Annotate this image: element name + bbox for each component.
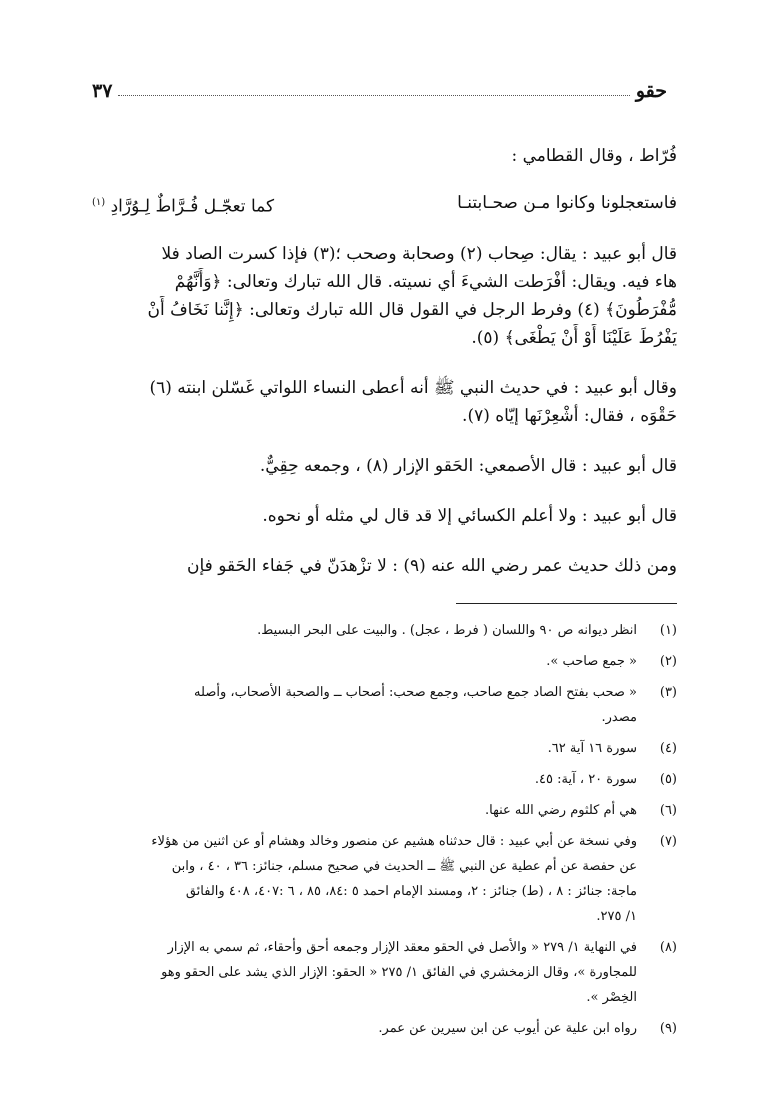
footnote-number: (١): [659, 623, 677, 638]
footnote-3: [92, 680, 677, 730]
paragraph-line: ومن ذلك حديث عمر رضي الله عنه (٩) : لا تزْهدَنّ في جَفاء الحَقو فإن: [187, 556, 677, 576]
paragraph-line: قال أبو عبيد : ولا أعلم الكسائي إلا قد قال لي مثله أو نحوه.: [262, 506, 677, 526]
paragraph-5: [92, 552, 677, 580]
footnote-text: عن حفصة عن أم عطية عن النبي ﷺ ــ الحديث في صحيح مسلم، جنائز: ٣٦ ، ٤٠ ، وابن: [171, 859, 637, 874]
footnote-text: الخِصْر ».: [586, 990, 637, 1005]
paragraph-1: [92, 240, 677, 352]
paragraph-line: حَقْوَه ، فقال: أشْعِرْنَها إيّاه (٧).: [462, 406, 677, 426]
footnote-text: « صحب بفتح الصاد جمع صاحب، وجمع صحب: أصحاب ــ والصحبة الأصحاب، وأصله: [194, 685, 637, 700]
running-title: حقو: [635, 80, 667, 102]
footnote-2: [92, 649, 677, 674]
paragraph-line: مُّفْرَطُونَ﴾ (٤) وفرط الرجل في القول قال الله تبارك وتعالى: ﴿إِنَّنا نَخَافُ أَنْ: [147, 300, 677, 320]
footnote-text: انظر ديوانه ص ٩٠ واللسان ( فرط ، عجل) . والبيت على البحر البسيط.: [257, 623, 637, 638]
header-rule: [118, 95, 629, 96]
footnote-text: « جمع صاحب ».: [546, 654, 637, 669]
footnote-number: (٦): [659, 803, 677, 818]
footnote-number: (٩): [659, 1021, 677, 1036]
paragraph-line: وقال أبو عبيد : في حديث النبي ﷺ أنه أعطى النساء اللواتي غَسّلن ابنته (٦): [149, 378, 677, 398]
verse-first-hemistich: فاستعجلونا وكانوا مـن صحـابتنـا: [457, 193, 677, 213]
footnote-text: سورة ٢٠ ، آية: ٤٥.: [534, 772, 637, 787]
footnote-text: هي أم كلثوم رضي الله عنها.: [485, 803, 637, 818]
footnote-number: (٤): [659, 741, 677, 756]
footnote-number: (٨): [659, 940, 677, 955]
intro-line: فُرّاط ، وقال القطامي :: [511, 146, 677, 166]
verse-second-hemistich: كما تعجّـل فُـرَّاطٌ لِـوُرَّادِ $^{(١)}$: [92, 196, 275, 217]
paragraph-4: [92, 502, 677, 530]
paragraph-line: قال أبو عبيد : قال الأصمعي: الحَقو الإزار (٨) ، وجمعه حِقِيٌّ.: [259, 456, 677, 476]
poem-verse: [92, 188, 677, 218]
footnote-number: (٢): [659, 654, 677, 669]
footnote-6: [92, 798, 677, 823]
main-text: [92, 132, 677, 580]
footnote-text: مصدر.: [601, 710, 637, 725]
paragraph-line: هاء فيه. ويقال: أفْرَطت الشيءَ أي نسيته. قال الله تبارك وتعالى: ﴿وَأَنَّهُمْ: [174, 272, 677, 292]
footnote-text: سورة ١٦ آية ٦٢.: [547, 741, 637, 756]
footnote-text: ١/ ٢٧٥.: [596, 909, 637, 924]
footnote-number: (٧): [659, 834, 677, 849]
footnote-4: [92, 736, 677, 761]
footnote-number: (٥): [659, 772, 677, 787]
paragraph-2: [92, 374, 677, 430]
footnote-text: رواه ابن علية عن أيوب عن ابن سيرين عن عمر.: [378, 1021, 637, 1036]
footnote-9: [92, 1016, 677, 1041]
footnote-5: [92, 767, 677, 792]
paragraph-line: قال أبو عبيد : يقال: صِحاب (٢) وصحابة وصحب ؛(٣) فإذا كسرت الصاد فلا: [161, 244, 677, 264]
footnote-1: [92, 618, 677, 643]
footnote-text: للمجاورة »، وقال الزمخشري في الفائق ١/ ٢٧٥ « الحقو: الإزار الذي يشد على الحقو وهو: [161, 965, 637, 980]
verse-footnote-ref: (١): [92, 197, 106, 208]
page-number: ٣٧: [92, 80, 113, 102]
footnote-text: وفي نسخة عن أبي عبيد : قال حدثناه هشيم عن منصور وخالد وهشام أو عن اثنين من هؤلاء: [151, 834, 637, 849]
paragraph-3: [92, 452, 677, 480]
page-header: [92, 76, 667, 106]
footnote-text: في النهاية ١/ ٢٧٩ « والأصل في الحقو معقد الإزار وجمعه أحق وأحقاء، ثم سمي به الإزار: [167, 940, 637, 955]
footnote-8: [92, 935, 677, 1010]
footnote-text: ماجة: جنائز : ٨ ، (ط) جنائز : ٢، ومسند الإمام احمد ٥ :٨٤، ٨٥ ، ٦ :٤٠٧، ٤٠٨ والفائق: [185, 884, 637, 899]
footnote-number: (٣): [659, 685, 677, 700]
footnote-7: [92, 829, 677, 929]
footnotes: [92, 618, 677, 1047]
footnote-separator: [456, 603, 677, 604]
paragraph-line: يَفْرُطَ عَلَيْنَا أَوْ أَنْ يَطْغَى﴾ (٥).: [471, 328, 677, 348]
